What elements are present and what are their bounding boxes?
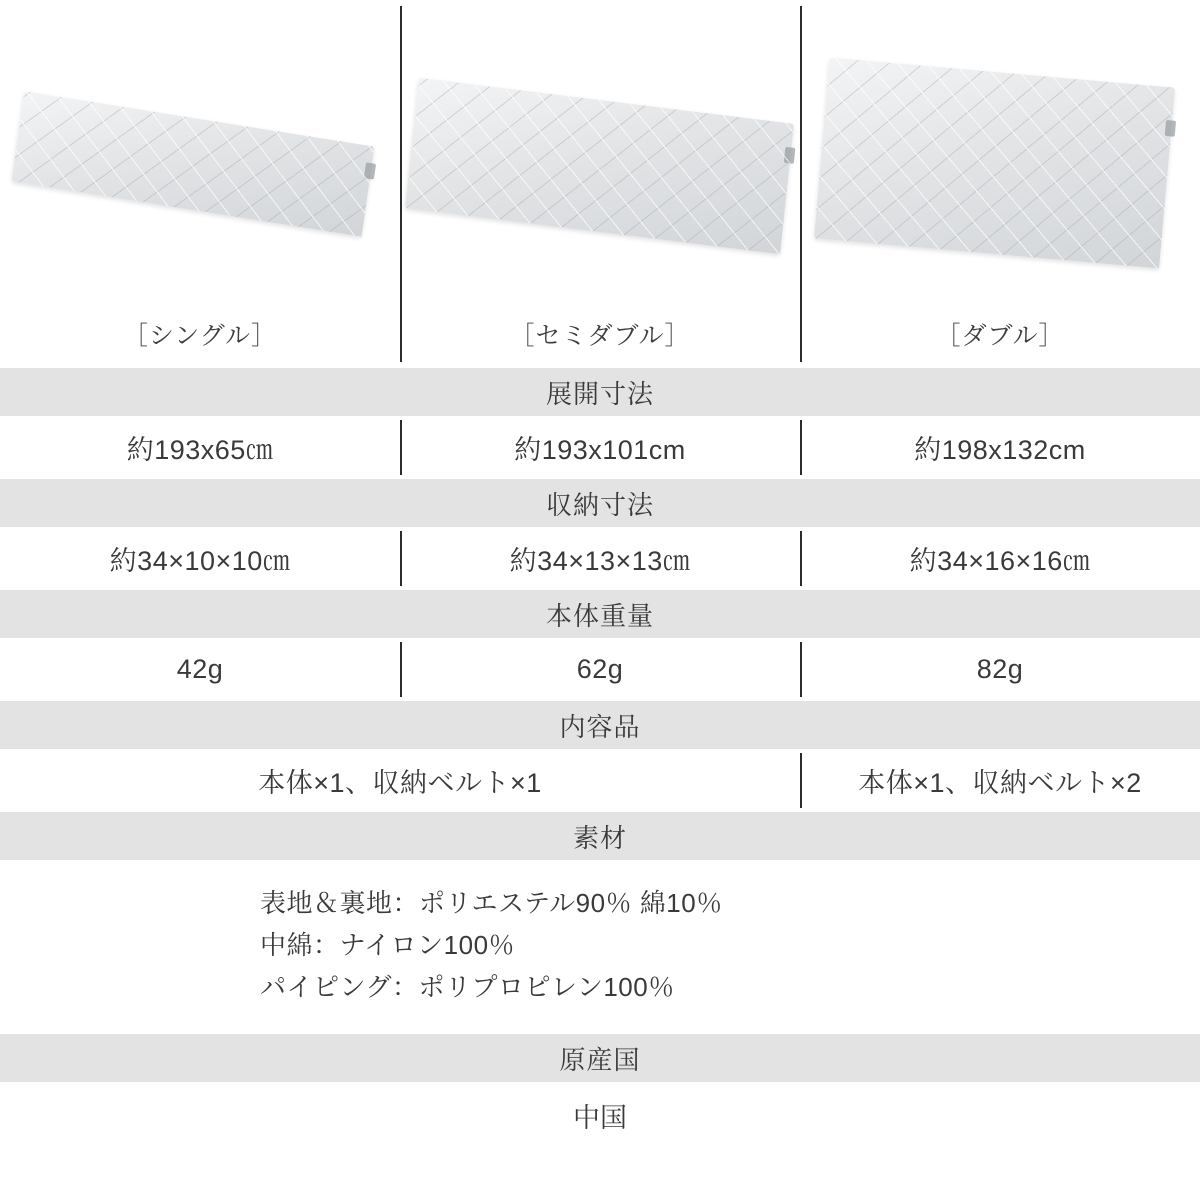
mattress-pad-double-image xyxy=(814,58,1175,269)
material-line-1: 表地＆裏地：ポリエステル90％ 綿10％ xyxy=(260,888,723,918)
product-cell-double xyxy=(800,0,1200,368)
spec-cell-storage-size-semi-double: 約34×13×13㎝ xyxy=(400,527,800,590)
product-label-single: ［シングル］ xyxy=(122,322,278,350)
pad-stage-single xyxy=(0,0,400,316)
spec-values-storage-size xyxy=(0,527,1200,590)
spec-table xyxy=(0,368,1200,1200)
spec-header-contents: 内容品 xyxy=(0,701,1200,749)
spec-header-open-size: 展開寸法 xyxy=(0,368,1200,416)
spec-cell-storage-size-double: 約34×16×16㎝ xyxy=(800,527,1200,590)
spec-cell-contents-double: 本体×1、収納ベルト×2 xyxy=(800,749,1200,812)
spec-value-origin: 中国 xyxy=(0,1082,1200,1148)
spec-cell-open-size-double: 約198x132cm xyxy=(800,416,1200,479)
pad-tag-icon xyxy=(364,162,376,179)
mattress-pad-single-image xyxy=(12,91,375,236)
pad-tag-icon xyxy=(1165,120,1176,137)
product-cell-single xyxy=(0,0,400,368)
spec-cell-weight-semi-double: 62g xyxy=(400,638,800,701)
spec-cell-open-size-semi-double: 約193x101cm xyxy=(400,416,800,479)
spec-cell-open-size-single: 約193x65㎝ xyxy=(126,435,274,465)
spec-cell-storage-size-single: 約34×10×10㎝ xyxy=(109,546,291,576)
pad-tag-icon xyxy=(784,147,796,164)
mattress-pad-semi-double-image xyxy=(405,78,794,254)
material-line-3: パイピング：ポリプロピレン100％ xyxy=(260,972,675,1003)
spec-header-storage-size: 収納寸法 xyxy=(0,479,1200,527)
spec-values-contents xyxy=(0,749,1200,812)
spec-cell-weight-single: 42g xyxy=(176,654,224,684)
pad-stage-double xyxy=(800,0,1200,316)
spec-values-open-size xyxy=(0,416,1200,479)
spec-header-material: 素材 xyxy=(0,812,1200,860)
product-cell-semi-double xyxy=(400,0,800,368)
product-label-double: ［ダブル］ xyxy=(935,322,1065,350)
spec-cell-contents-single-semi: 本体×1、収納ベルト×1 xyxy=(258,768,542,798)
material-line-2: 中綿：ナイロン100％ xyxy=(260,930,516,961)
spec-values-weight xyxy=(0,638,1200,701)
pad-stage-semi-double xyxy=(400,0,800,316)
spec-header-origin: 原産国 xyxy=(0,1034,1200,1082)
spec-cell-weight-double: 82g xyxy=(800,638,1200,701)
spec-values-material xyxy=(0,860,1200,1034)
product-label-semi-double: ［セミダブル］ xyxy=(509,322,691,350)
product-image-row xyxy=(0,0,1200,368)
spec-header-weight: 本体重量 xyxy=(0,590,1200,638)
